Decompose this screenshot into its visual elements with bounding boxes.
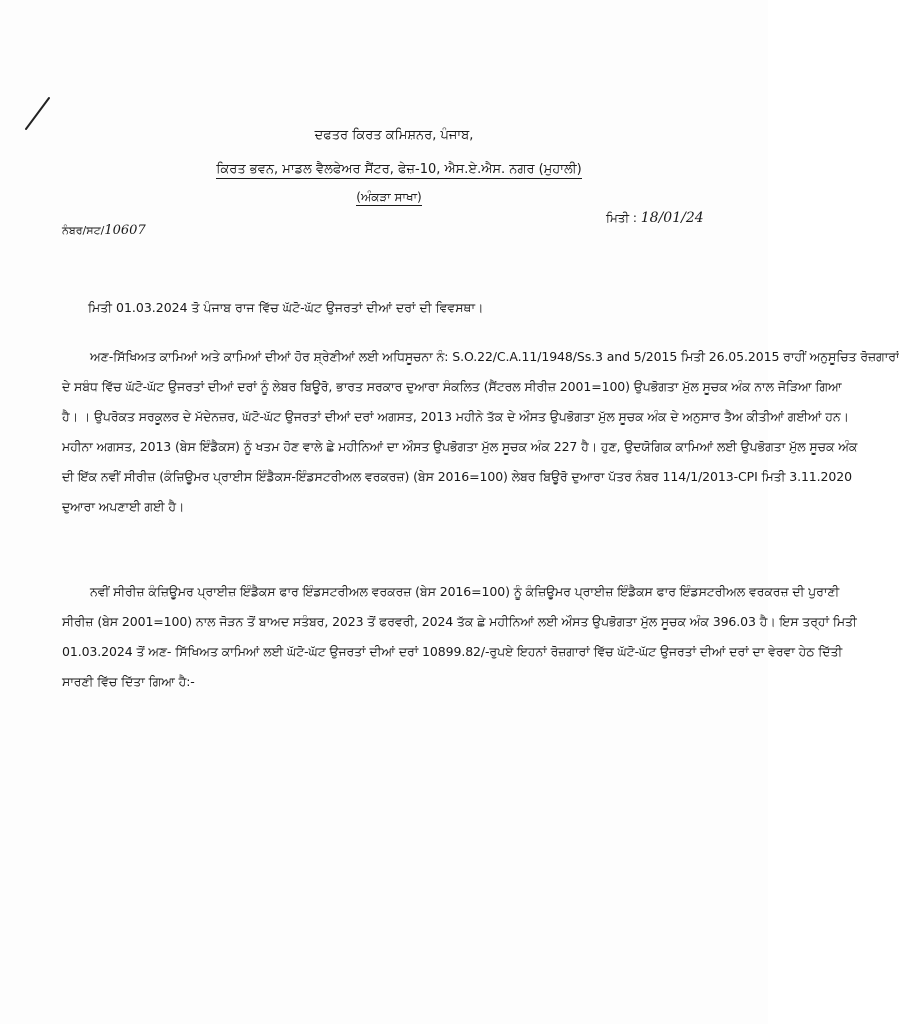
- branch-name: [5, 190, 773, 205]
- paragraph-line: ਦੇ ਸਬੰਧ ਵਿੱਚ ਘੱਟੋ-ਘੱਟ ਉਜਰਤਾਂ ਦੀਆਂ ਦਰਾਂ ਨੂੰ ਲੇਬਰ ਬਿਊਰੋ, ਭਾਰਤ ਸਰਕਾਰ ਦੁਆਰਾ ਸੰਕਲਿਤ (ਸੈਂਟਰਲ ਸੀਰੀਜ਼ 2001=100) ਉਪਭੋਗਤਾ ਮੁੱਲ ਸੂਚਕ ਅੰਕ ਨਾਲ ਜੋੜਿਆ ਗਿਆ: [62, 379, 842, 394]
- paragraph-line: ਅਣ-ਸਿੱਖਿਅਤ ਕਾਮਿਆਂ ਅਤੇ ਕਾਮਿਆਂ ਦੀਆਂ ਹੋਰ ਸ਼੍ਰੇਣੀਆਂ ਲਈ ਅਧਿਸੂਚਨਾ ਨੰ: S.O.22/C.A.11/1948/Ss.3 and 5/2015 ਮਿਤੀ 26.05.2015 ਰਾਹੀਂ ਅਨੁਸੂਚਿਤ ਰੋਜ਼ਗਾਰਾਂ: [90, 349, 899, 364]
- office-address-text: ਕਿਰਤ ਭਵਨ, ਮਾਡਲ ਵੈਲਫੇਅਰ ਸੈਂਟਰ, ਫੇਜ਼-10, ਐਸ.ਏ.ਐਸ. ਨਗਰ (ਮੁਹਾਲੀ): [216, 162, 582, 177]
- paragraph-line: ਦੀ ਇੱਕ ਨਵੀਂ ਸੀਰੀਜ਼ (ਕੰਜ਼ਿਊਮਰ ਪ੍ਰਾਈਸ ਇੰਡੈਕਸ-ਇੰਡਸਟਰੀਅਲ ਵਰਕਰਜ਼) (ਬੇਸ 2016=100) ਲੇਬਰ ਬਿਊਰੋ ਦੁਆਰਾ ਪੱਤਰ ਨੰਬਰ 114/1/2013-CPI ਮਿਤੀ 3.11.2020: [62, 469, 852, 484]
- paragraph-line: ਸਾਰਣੀ ਵਿੱਚ ਦਿੱਤਾ ਗਿਆ ਹੈ:-: [62, 674, 195, 689]
- date-label: ਮਿਤੀ :: [606, 211, 637, 225]
- reference-value: 10607: [104, 223, 146, 238]
- paragraph-line: ਹੈ। । ਉਪਰੋਕਤ ਸਰਕੂਲਰ ਦੇ ਮੱਦੇਨਜ਼ਰ, ਘੱਟੋ-ਘੱਟ ਉਜਰਤਾਂ ਦੀਆਂ ਦਰਾਂ ਅਗਸਤ, 2013 ਮਹੀਨੇ ਤੱਕ ਦੇ ਔਸਤ ਉਪਭੋਗਤਾ ਮੁੱਲ ਸੂਚਕ ਅੰਕ ਦੇ ਅਨੁਸਾਰ ਤੈਅ ਕੀਤੀਆਂ ਗਈਆਂ ਹਨ।: [62, 409, 849, 424]
- paragraph-line: ਨਵੀਂ ਸੀਰੀਜ਼ ਕੰਜ਼ਿਊਮਰ ਪ੍ਰਾਈਜ਼ ਇੰਡੈਕਸ ਫਾਰ ਇੰਡਸਟਰੀਅਲ ਵਰਕਰਜ਼ (ਬੇਸ 2016=100) ਨੂੰ ਕੰਜ਼ਿਊਮਰ ਪ੍ਰਾਈਜ਼ ਇੰਡੈਕਸ ਫਾਰ ਇੰਡਸਟਰੀਅਲ ਵਰਕਰਜ਼ ਦੀ ਪੁਰਾਣੀ: [90, 584, 840, 599]
- reference-number: [62, 223, 146, 238]
- subject-line: ਮਿਤੀ 01.03.2024 ਤੋ ਪੰਜਾਬ ਰਾਜ ਵਿੱਚ ਘੱਟੋ-ਘੱਟ ਉਜਰਤਾਂ ਦੀਆਂ ਦਰਾਂ ਦੀ ਵਿਵਸਥਾ।: [88, 300, 484, 315]
- date-value: 18/01/24: [640, 210, 704, 226]
- reference-label: ਨੰਬਰ/ਸਟ/: [62, 224, 105, 237]
- office-name-text: ਦਫਤਰ ਕਿਰਤ ਕਮਿਸ਼ਨਰ, ਪੰਜਾਬ,: [314, 128, 474, 143]
- paragraph-line: ਮਹੀਨਾ ਅਗਸਤ, 2013 (ਬੇਸ ਇੰਡੈਕਸ) ਨੂੰ ਖਤਮ ਹੋਣ ਵਾਲੇ ਛੇ ਮਹੀਨਿਆਂ ਦਾ ਔਸਤ ਉਪਭੋਗਤਾ ਮੁੱਲ ਸੂਚਕ ਅੰਕ 227 ਹੈ। ਹੁਣ, ਉਦਯੋਗਿਕ ਕਾਮਿਆਂ ਲਈ ਉਪਭੋਗਤਾ ਮੁੱਲ ਸੂਚਕ ਅੰਕ: [62, 439, 858, 454]
- paragraph-2: [62, 577, 857, 697]
- office-address: [15, 162, 783, 177]
- letter-date: [606, 210, 704, 226]
- paragraph-1: [62, 342, 899, 522]
- branch-name-text: (ਅੰਕੜਾ ਸਾਖਾ): [356, 190, 422, 204]
- paragraph-line: 01.03.2024 ਤੋਂ ਅਣ- ਸਿੱਖਿਅਤ ਕਾਮਿਆਂ ਲਈ ਘੱਟੋ-ਘੱਟ ਉਜਰਤਾਂ ਦੀਆਂ ਦਰਾਂ 10899.82/-ਰੁਪਏ ਇਹਨਾਂ ਰੋਜ਼ਗਾਰਾਂ ਵਿੱਚ ਘੱਟੋ-ਘੱਟ ਉਜਰਤਾਂ ਦੀਆਂ ਦਰਾਂ ਦਾ ਵੇਰਵਾ ਹੇਠ ਦਿੱਤੀ: [62, 644, 843, 659]
- paragraph-line: ਸੀਰੀਜ਼ (ਬੇਸ 2001=100) ਨਾਲ ਜੋੜਨ ਤੋਂ ਬਾਅਦ ਸਤੰਬਰ, 2023 ਤੋਂ ਫਰਵਰੀ, 2024 ਤੱਕ ਛੇ ਮਹੀਨਿਆਂ ਲਈ ਔਸਤ ਉਪਭੋਗਤਾ ਮੁੱਲ ਸੂਚਕ ਅੰਕ 396.03 ਹੈ। ਇਸ ਤਰ੍ਹਾਂ ਮਿਤੀ: [62, 614, 857, 629]
- office-name: [10, 128, 778, 143]
- pen-stroke-mark: [22, 96, 52, 132]
- paragraph-line: ਦੁਆਰਾ ਅਪਣਾਈ ਗਈ ਹੈ।: [62, 499, 185, 514]
